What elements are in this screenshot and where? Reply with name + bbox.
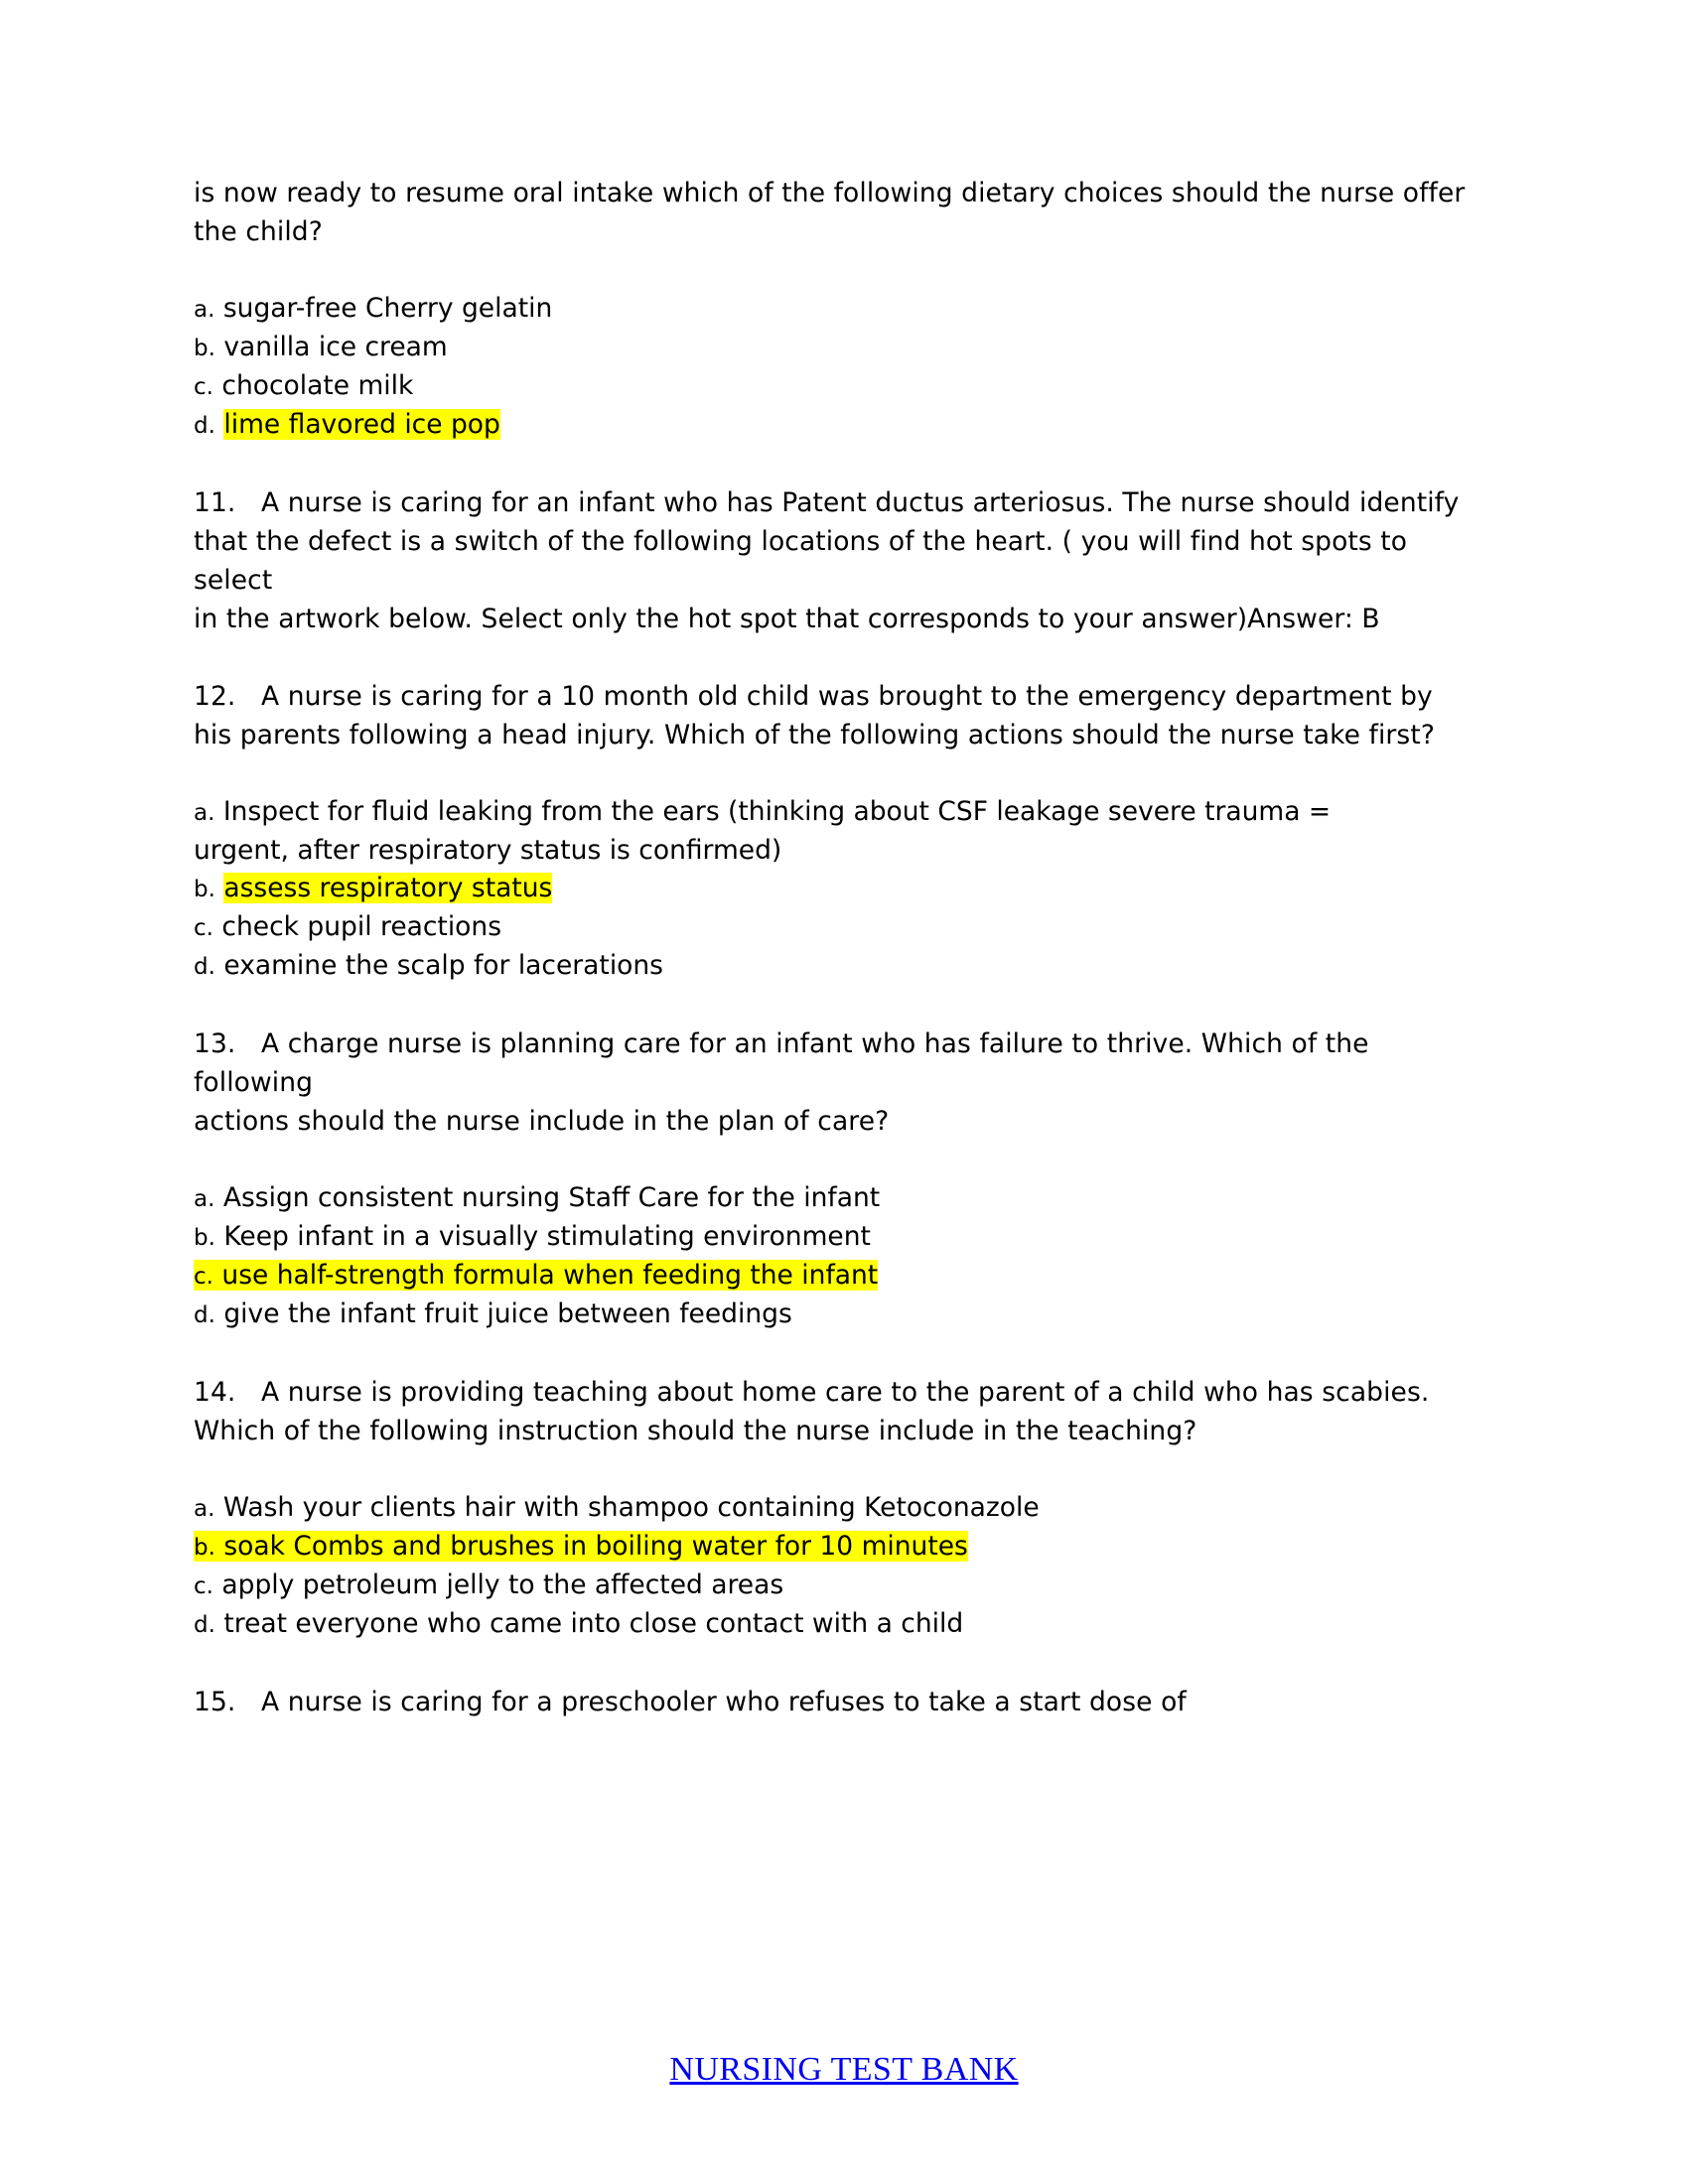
option-row [194, 1218, 1475, 1257]
option-text: examine the scalp for lacerations [223, 950, 663, 981]
option-tag: d. [194, 1302, 215, 1328]
option-tag: c. [194, 374, 213, 400]
question-13-options [194, 1179, 1475, 1334]
page-footer [0, 2051, 1688, 2089]
spacer [194, 1334, 1475, 1373]
option-text: Inspect for fluid leaking from the ears (thinking about CSF leakage severe trauma = [222, 796, 1332, 827]
option-text: urgent, after respiratory status is confirmed) [194, 835, 782, 866]
option-text: apply petroleum jelly to the affected areas [221, 1570, 784, 1600]
question-12-stem [194, 677, 1475, 754]
option-row [194, 1605, 1475, 1644]
option-row [194, 870, 1475, 908]
option-text: chocolate milk [221, 370, 414, 401]
option-row [194, 793, 1475, 832]
option-text: Wash your clients hair with shampoo containing Ketoconazole [222, 1492, 1040, 1523]
spacer [194, 1141, 1475, 1179]
option-row [194, 1296, 1475, 1334]
text-line: actions should the nurse include in the plan of care? [194, 1106, 890, 1137]
text-line: that the defect is a switch of the following locations of the heart. ( you will find hot spots to select [194, 526, 1416, 596]
option-tag: a. [194, 1496, 215, 1522]
nursing-test-bank-link[interactable]: NURSING TEST BANK [669, 2051, 1019, 2088]
text-line: is now ready to resume oral intake which of the following dietary choices should the nurse offer [194, 178, 1466, 208]
option-row [194, 406, 1475, 445]
option-tag: b. [194, 1535, 215, 1561]
question-10-options [194, 290, 1475, 445]
question-14-options [194, 1489, 1475, 1644]
option-text: sugar-free Cherry gelatin [222, 293, 553, 324]
option-tag: d. [194, 413, 215, 439]
option-text: check pupil reactions [221, 911, 501, 942]
text-line: 13. A charge nurse is planning care for an infant who has failure to thrive. Which of the following [194, 1028, 1378, 1098]
option-row [194, 1528, 1475, 1567]
option-tag: a. [194, 1186, 215, 1212]
option-tag: b. [194, 1225, 215, 1251]
spacer [194, 638, 1475, 677]
spacer [194, 754, 1475, 793]
question-13-stem [194, 1024, 1475, 1141]
question-15-stem [194, 1683, 1475, 1721]
text-line: in the artwork below. Select only the hot spot that corresponds to your answer)Answer: B [194, 604, 1380, 634]
question-14-stem [194, 1373, 1475, 1450]
text-line: 12. A nurse is caring for a 10 month old child was brought to the emergency department by his parents following a head injury. Which of the following actions should the nurse take first? [194, 681, 1442, 751]
question-11-stem [194, 483, 1475, 638]
option-row [194, 908, 1475, 947]
option-row [194, 1257, 1475, 1296]
spacer [194, 986, 1475, 1024]
spacer [194, 1450, 1475, 1489]
text-line: 15. A nurse is caring for a preschooler who refuses to take a start dose of [194, 1687, 1187, 1717]
option-tag: c. [194, 1264, 213, 1290]
option-tag: c. [194, 915, 213, 941]
option-row [194, 329, 1475, 367]
option-tag: a. [194, 297, 215, 323]
option-row [194, 1567, 1475, 1605]
question-10-stem-continued [194, 174, 1475, 251]
spacer [194, 251, 1475, 290]
option-row [194, 1489, 1475, 1528]
option-tag: d. [194, 954, 215, 980]
option-tag: c. [194, 1573, 213, 1599]
option-tag: b. [194, 877, 215, 902]
spacer [194, 1644, 1475, 1683]
option-text: treat everyone who came into close contact with a child [223, 1608, 964, 1639]
option-highlighted [194, 1531, 968, 1562]
option-tag: a. [194, 800, 215, 826]
option-text: Keep infant in a visually stimulating environment [223, 1221, 871, 1252]
option-text: vanilla ice cream [223, 332, 448, 362]
option-text: give the infant fruit juice between feedings [223, 1298, 792, 1329]
option-row [194, 1179, 1475, 1218]
option-text: soak Combs and brushes in boiling water for 10 minutes [223, 1531, 968, 1562]
option-row [194, 367, 1475, 406]
option-highlighted [194, 1260, 878, 1291]
option-text-highlighted: lime flavored ice pop [223, 409, 500, 440]
text-line: the child? [194, 216, 323, 247]
option-text-highlighted: assess respiratory status [223, 873, 553, 903]
document-body [194, 174, 1475, 1721]
spacer [194, 445, 1475, 483]
text-line: 11. A nurse is caring for an infant who has Patent ductus arteriosus. The nurse should identify [194, 487, 1460, 518]
option-row [194, 947, 1475, 986]
question-12-options [194, 793, 1475, 986]
option-row [194, 290, 1475, 329]
option-tag: d. [194, 1612, 215, 1638]
option-text: Assign consistent nursing Staff Care for the infant [222, 1182, 881, 1213]
option-row-continuation [194, 832, 1475, 870]
option-tag: b. [194, 336, 215, 361]
option-text: use half-strength formula when feeding the infant [221, 1260, 879, 1291]
text-line: 14. A nurse is providing teaching about home care to the parent of a child who has scabies. Which of the following instruction should the nurse include in the teaching? [194, 1377, 1438, 1446]
